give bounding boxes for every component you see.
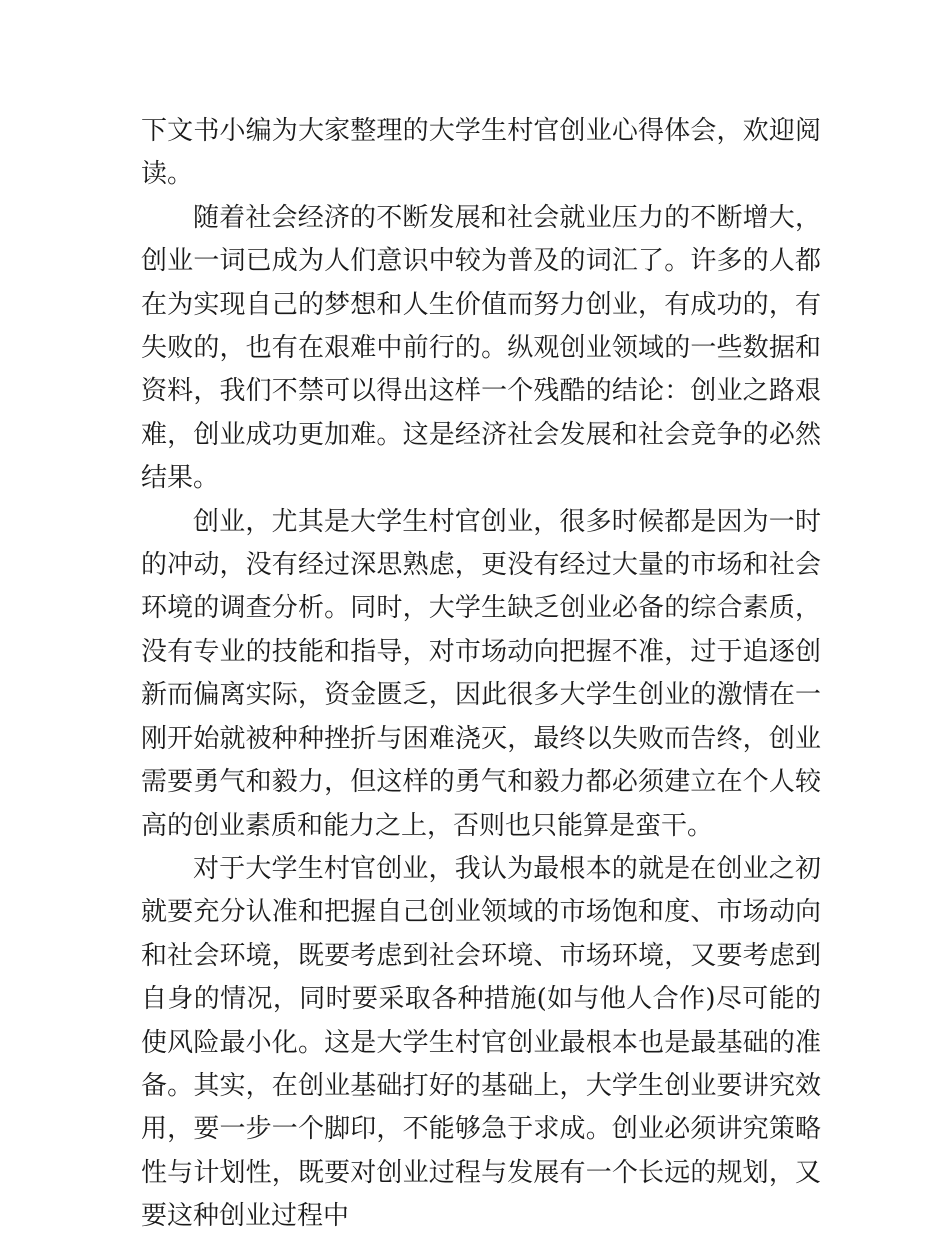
paragraph-intro: 下文书小编为大家整理的大学生村官创业心得体会，欢迎阅读。 — [141, 116, 821, 190]
paragraph-advice: 对于大学生村官创业，我认为最根本的就是在创业之初就要充分认准和把握自己创业领域的市场饱和度、市场动向和社会环境，既要考虑到社会环境、市场环境，又要考虑到自身的情况，同时要采取各种措施(如与他人合作)尽可能的使风险最小化。这是大学生村官创业最根本也是最基础的准备。其实，在创业基础打好的基础上，大学生创业要讲究效用，要一步一个脚印，不能够急于求成。创业必须讲究策略性与计划性，既要对创业过程与发展有一个长远的规划，又要这种创业过程中 — [141, 853, 821, 1232]
document-body — [141, 110, 821, 1239]
paragraph-background: 随着社会经济的不断发展和社会就业压力的不断增大，创业一词已成为人们意识中较为普及的词汇了。许多的人都在为实现自己的梦想和人生价值而努力创业，有成功的，有失败的，也有在艰难中前行的。纵观创业领域的一些数据和资料，我们不禁可以得出这样一个残酷的结论：创业之路艰难，创业成功更加难。这是经济社会发展和社会竞争的必然结果。 — [141, 202, 821, 494]
paragraph-challenges: 创业，尤其是大学生村官创业，很多时候都是因为一时的冲动，没有经过深思熟虑，更没有经过大量的市场和社会环境的调查分析。同时，大学生缺乏创业必备的综合素质，没有专业的技能和指导，对市场动向把握不准，过于追逐创新而偏离实际，资金匮乏，因此很多大学生创业的激情在一刚开始就被种种挫折与困难浇灭，最终以失败而告终，创业需要勇气和毅力，但这样的勇气和毅力都必须建立在个人较高的创业素质和能力之上，否则也只能算是蛮干。 — [141, 506, 821, 841]
